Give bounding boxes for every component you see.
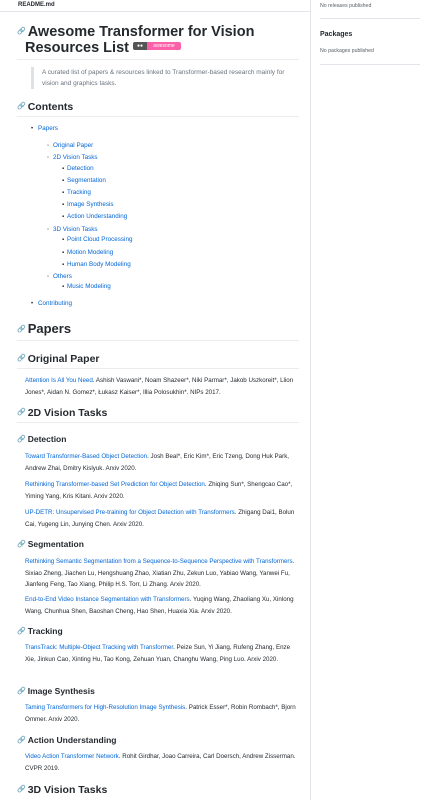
- divider: [17, 59, 299, 60]
- entry-detr: Toward Transformer-Based Object Detection. Josh Beal*, Eric Kim*, Eric Tzeng, Dong Huk Park, Andrew Zhai, Dmitry Kislyuk. Arxiv 2020.: [25, 453, 290, 472]
- paper-link[interactable]: TransTrack: Multiple-Object Tracking with Transformer: [25, 644, 174, 651]
- bullet-square: ▪: [62, 202, 65, 208]
- paper-link[interactable]: Toward Transformer-Based Object Detection: [25, 453, 148, 460]
- link-icon[interactable]: 🔗: [17, 736, 26, 744]
- bullet-square: ▪: [62, 284, 65, 290]
- link-icon[interactable]: 🔗: [17, 355, 26, 363]
- bullet-disc: •: [31, 301, 34, 307]
- bullet-square: ▪: [62, 214, 65, 220]
- bullet-square: ▪: [62, 190, 65, 196]
- sunglasses-icon: ●●: [133, 42, 147, 50]
- toc-3d-vision[interactable]: 3D Vision Tasks: [53, 226, 98, 233]
- paper-link[interactable]: Video Action Transformer Network: [25, 753, 119, 760]
- vision-3d-heading: 🔗 3D Vision Tasks: [17, 784, 108, 796]
- paper-link[interactable]: Rethinking Transformer-based Set Prediction for Object Detection: [25, 481, 205, 488]
- entry-up-detr: UP-DETR: Unsupervised Pre-training for Object Detection with Transformers. Zhigang Dai1, Bolun Cai, Yugeng Lin, Junying Chen. Arxiv 2020.: [25, 509, 295, 528]
- readme-file-header: [0, 0, 310, 12]
- link-icon[interactable]: 🔗: [17, 103, 26, 111]
- segmentation-heading: 🔗 Segmentation: [17, 539, 84, 549]
- toc-2d-vision[interactable]: 2D Vision Tasks: [53, 154, 98, 161]
- column-divider: [310, 0, 311, 800]
- link-icon[interactable]: 🔗: [17, 786, 26, 794]
- toc-point-cloud[interactable]: Point Cloud Processing: [67, 236, 133, 243]
- bullet-circle: ◦: [47, 143, 50, 149]
- tracking-heading: 🔗 Tracking: [17, 626, 63, 636]
- toc-papers[interactable]: Papers: [38, 125, 58, 132]
- toc-detection[interactable]: Detection: [67, 165, 94, 172]
- sidebar-divider: [320, 18, 420, 19]
- entry-vis-seg: End-to-End Video Instance Segmentation with Transformers. Yuqing Wang, Zhaoliang Xu, Xinlong Wang, Chunhua Shen, Baoshan Cheng, Hao Shen, Huaxia Xia. Arxiv 2020.: [25, 596, 294, 615]
- packages-status: No packages published: [320, 48, 374, 54]
- toc-action-understanding[interactable]: Action Understanding: [67, 213, 128, 220]
- toc-others[interactable]: Others: [53, 273, 72, 280]
- description-quote: A curated list of papers & resources linked to Transformer-based research mainly for vision and graphics tasks.: [31, 67, 299, 89]
- bullet-circle: ◦: [47, 227, 50, 233]
- paper-link[interactable]: Taming Transformers for High-Resolution Image Synthesis: [25, 704, 186, 711]
- toc-motion-modeling[interactable]: Motion Modeling: [67, 249, 114, 256]
- paper-link[interactable]: UP-DETR: Unsupervised Pre-training for Object Detection with Transformers: [25, 509, 235, 516]
- divider: [17, 422, 299, 423]
- link-icon[interactable]: 🔗: [17, 409, 26, 417]
- entry-attention: Attention Is All You Need. Ashish Vaswani*, Noam Shazeer*, Niki Parmar*, Jakob Uszkoreit*, Llion Jones*, Aidan N. Gomez*, Łukasz Kaiser*, Illia Polosukhin*. NIPs 2017.: [25, 377, 294, 396]
- toc-human-body[interactable]: Human Body Modeling: [67, 261, 131, 268]
- readme-filename: README.md: [18, 2, 55, 8]
- repo-sidebar: [314, 0, 426, 800]
- link-icon[interactable]: 🔗: [17, 540, 26, 548]
- bullet-square: ▪: [62, 237, 65, 243]
- link-icon[interactable]: 🔗: [17, 627, 26, 635]
- sidebar-divider: [320, 64, 420, 65]
- detection-heading: 🔗 Detection: [17, 434, 67, 444]
- divider: [17, 116, 299, 117]
- divider: [17, 368, 299, 369]
- bullet-square: ▪: [62, 178, 65, 184]
- toc-contributing[interactable]: Contributing: [38, 300, 72, 307]
- paper-link[interactable]: Attention Is All You Need: [25, 377, 93, 384]
- contents-heading: 🔗 Contents: [17, 101, 74, 113]
- readme-title: 🔗 Awesome Transformer for Vision: [17, 24, 255, 40]
- link-icon[interactable]: 🔗: [17, 435, 26, 443]
- bullet-square: ▪: [62, 250, 65, 256]
- divider: [17, 340, 299, 341]
- entry-video-action: Video Action Transformer Network. Rohit Girdhar, Joao Carreira, Carl Doersch, Andrew Zisserman. CVPR 2019.: [25, 753, 296, 772]
- entry-rethinking-seg: Rethinking Semantic Segmentation from a Sequence-to-Sequence Perspective with Transformers. Sixiao Zheng, Jiachen Lu, Hengshuang Zhao, Xiatian Zhu, Zekun Luo, Yabiao Wang, Yanwei Fu, Jianfeng Feng, Tao Xiang, Philip H.S. Torr, Li Zhang. Arxiv 2020.: [25, 558, 295, 588]
- toc-original-paper[interactable]: Original Paper: [53, 142, 94, 149]
- entry-rethinking-set: Rethinking Transformer-based Set Prediction for Object Detection. Zhiqing Sun*, Shengcao Cao*, Yiming Yang, Kris Kitani. Arxiv 2020.: [25, 481, 293, 500]
- link-icon[interactable]: 🔗: [17, 687, 26, 695]
- bullet-circle: ◦: [47, 155, 50, 161]
- bullet-square: ▪: [62, 166, 65, 172]
- awesome-badge[interactable]: ●● awesome: [133, 42, 181, 50]
- action-understanding-heading: 🔗 Action Understanding: [17, 735, 117, 745]
- paper-link[interactable]: Rethinking Semantic Segmentation from a Sequence-to-Sequence Perspective with Transformers: [25, 558, 293, 565]
- image-synthesis-heading: 🔗 Image Synthesis: [17, 686, 95, 696]
- papers-heading: 🔗 Papers: [17, 321, 72, 336]
- toc-image-synthesis[interactable]: Image Synthesis: [67, 201, 114, 208]
- paper-link[interactable]: End-to-End Video Instance Segmentation with Transformers: [25, 596, 190, 603]
- entry-transtrack: TransTrack: Multiple-Object Tracking with Transformer. Peize Sun, Yi Jiang, Rufeng Zhang, Enze Xie, Jinkun Cao, Xinting Hu, Tao Kong, Zehuan Yuan, Changhu Wang, Ping Luo. Arxiv 2020.: [25, 644, 291, 663]
- readme-title-line2: Resources List ●● awesome: [25, 40, 181, 56]
- toc-tracking[interactable]: Tracking: [67, 189, 91, 196]
- releases-status: No releases published: [320, 3, 372, 9]
- link-icon[interactable]: 🔗: [17, 28, 26, 36]
- entry-taming: Taming Transformers for High-Resolution Image Synthesis. Patrick Esser*, Robin Rombach*, Bjorn Ommer. Arxiv 2020.: [25, 704, 296, 723]
- toc-music-modeling[interactable]: Music Modeling: [67, 283, 111, 290]
- bullet-disc: •: [31, 126, 34, 132]
- link-icon[interactable]: 🔗: [17, 326, 26, 334]
- bullet-circle: ◦: [47, 274, 50, 280]
- packages-title[interactable]: Packages: [320, 31, 353, 38]
- toc-segmentation[interactable]: Segmentation: [67, 177, 106, 184]
- original-paper-heading: 🔗 Original Paper: [17, 353, 100, 365]
- bullet-square: ▪: [62, 262, 65, 268]
- vision-2d-heading: 🔗 2D Vision Tasks: [17, 407, 108, 419]
